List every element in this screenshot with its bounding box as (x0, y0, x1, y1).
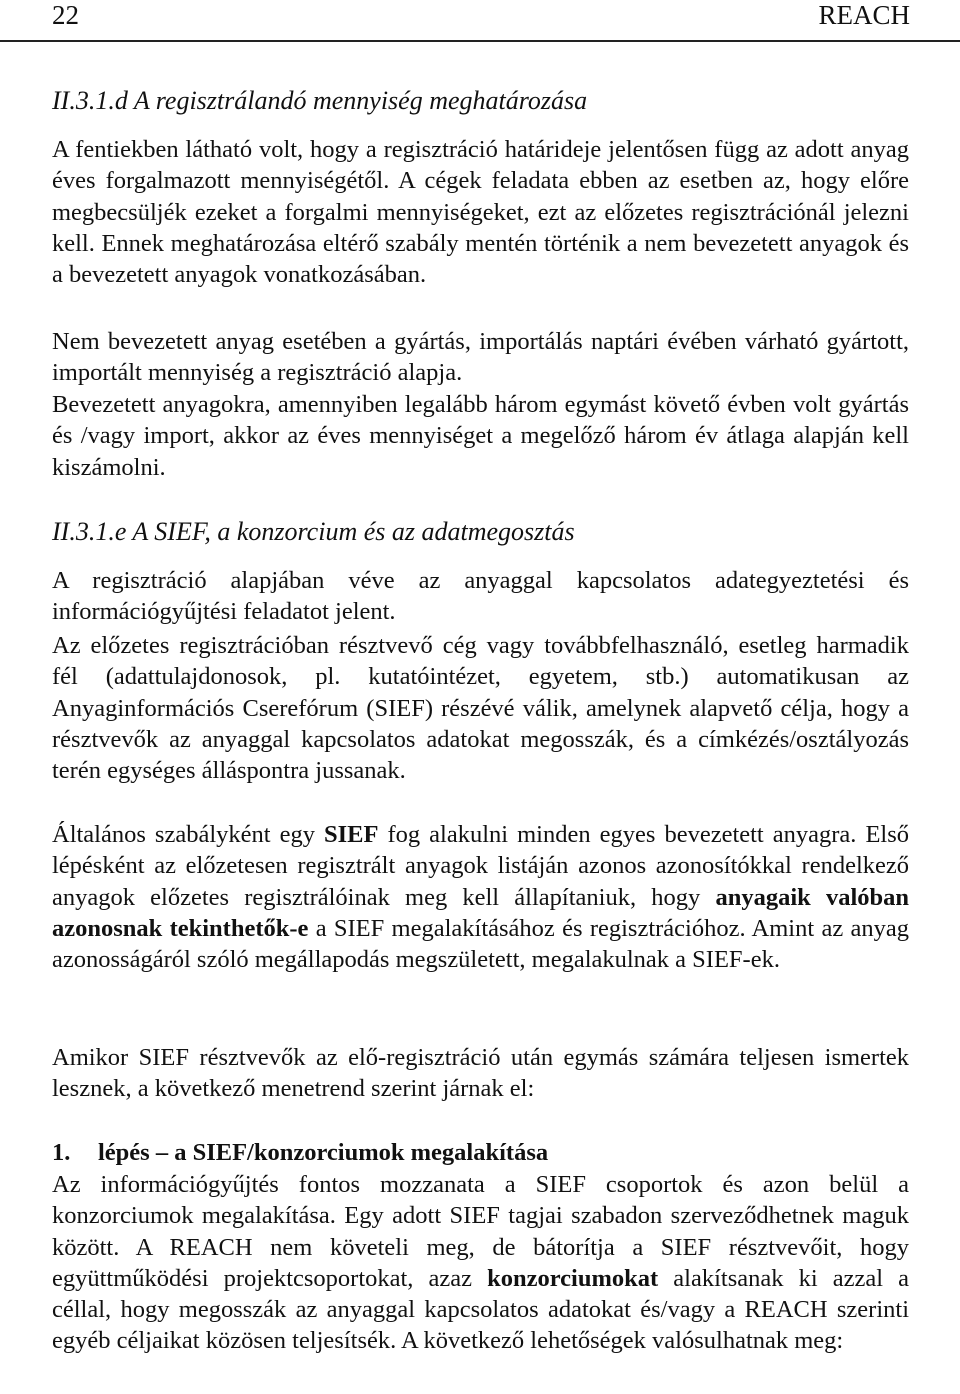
step-1-paragraph (52, 1169, 909, 1357)
section-d-heading: II.3.1.d A regisztrálandó mennyiség meghatározása (52, 86, 588, 115)
text-run: fog alakulni minden egyes bevezetett anyagra. Első lépésként az előzetesen regisztrált anyagok listáján azonos azonosítókkal rendelkező anyagok előzetes regisztrálóinak meg kell állapítaniuk, hogy (52, 821, 909, 911)
step-title-text: lépés – a SIEF/konzorciumok megalakítása (98, 1139, 549, 1166)
section-e-paragraph-2: Az előzetes regisztrációban résztvevő cég vagy továbbfelhasználó, esetleg harmadik fél (adattulajdonosok, pl. kutatóintézet, egyetem, stb.) automatikusan az Anyaginformációs Cserefórum (SIEF) részévé válik, amelynek alapvető célja, hogy a résztvevők az anyaggal kapcsolatos adatokat megosszák, és a címkézés/osztályozás terén egységes álláspontra jussanak. (52, 632, 909, 785)
section-d-paragraph-3: Bevezetett anyagokra, amennyiben legalább három egymást követő évben volt gyártás és /vagy import, akkor az éves mennyiséget a megelőző három év átlaga alapján kell kiszámolni. (52, 391, 909, 481)
section-e-paragraph-4: Amikor SIEF résztvevők az elő-regisztráció után egymás számára teljesen ismertek lesznek, a következő menetrend szerint járnak el: (52, 1044, 909, 1103)
text-run: alakítsanak ki azzal a céllal, hogy megosszák az anyaggal kapcsolatos adatokat és/vagy a REACH szerinti egyéb céljaikat közösen teljesítsék. A következő lehetőségek valósulhatnak meg: (52, 1264, 909, 1355)
text-run: Az információgyűjtés fontos mozzanata a SIEF csoportok és azon belül a konzorciumok megalakítása. Egy adott SIEF tagjai szabadon szerveződhetnek maguk között. A REACH nem követeli meg, de bátorítja a SIEF résztvevőit, hogy együttműködési projektcsoportokat, azaz (52, 1171, 909, 1292)
step-number: 1. (52, 1139, 71, 1166)
section-d-paragraph-1: A fentiekben látható volt, hogy a regisztráció határideje jelentősen függ az adott anyag éves forgalmazott mennyiségétől. A cégek feladata ebben az esetben az, hogy előre megbecsüljék ezeket a forgalmi mennyiségeket, ezt az előzetes regisztrációnál jelezni kell. Ennek meghatározása eltérő szabály mentén történik a nem bevezetett anyagok és a bevezetett anyagok vonatkozásában. (52, 136, 909, 289)
section-e-heading: II.3.1.e A SIEF, a konzorcium és az adatmegosztás (52, 517, 575, 546)
section-d-paragraph-2: Nem bevezetett anyag esetében a gyártás, importálás naptári évében várható gyártott, importált mennyiség a regisztráció alapja. (52, 328, 909, 387)
sief-bold: SIEF (324, 821, 379, 848)
text-run: Általános szabályként egy (52, 821, 324, 848)
text-run: a SIEF megalakításához és regisztrációhoz. Amint az anyag azonosságáról szóló megállapodás megszületett, megalakulnak a SIEF-ek. (52, 914, 909, 974)
section-e-paragraph-1: A regisztráció alapjában véve az anyaggal kapcsolatos adategyeztetési és információgyűjtési feladatot jelent. (52, 567, 909, 626)
konzorciumokat-bold: konzorciumokat (487, 1264, 659, 1292)
identity-bold: anyagaik valóban azonosnak tekinthetők-e (52, 883, 910, 942)
page-number: 22 (52, 0, 79, 30)
section-e-paragraph-3 (52, 819, 909, 975)
running-title: REACH (818, 0, 910, 30)
page-header (0, 0, 960, 42)
step-1-title (52, 1137, 909, 1168)
